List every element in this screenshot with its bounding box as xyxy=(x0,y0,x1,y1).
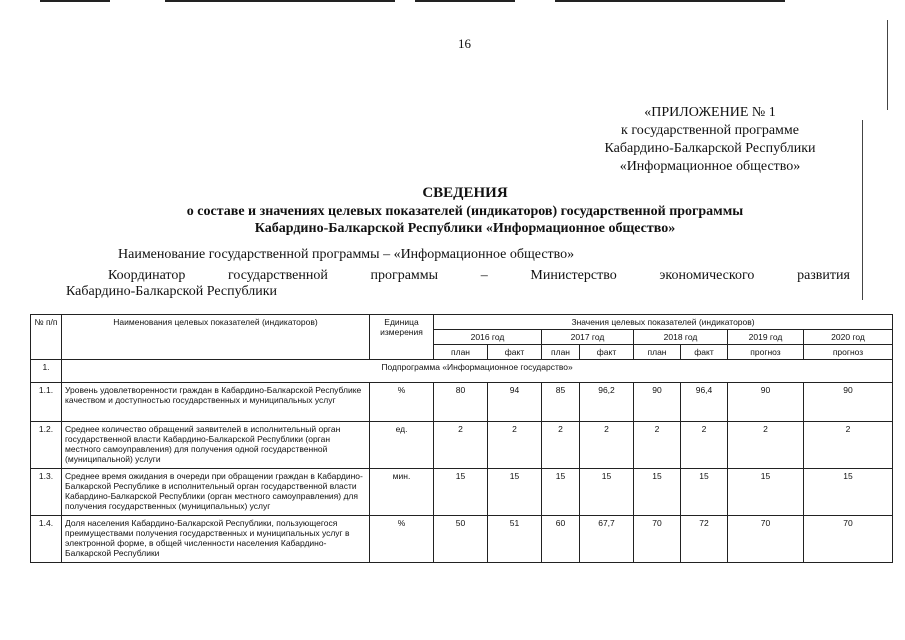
appendix-line: к государственной программе xyxy=(621,123,799,138)
row-value: 70 xyxy=(634,516,681,563)
header-plan: план xyxy=(542,345,580,360)
coordinator-word: государственной xyxy=(228,268,328,283)
coordinator-word: развития xyxy=(797,268,850,283)
header-year: 2020 год xyxy=(804,330,893,345)
row-name: Среднее количество обращений заявителей в исполнительный орган государственной власти Кабардино-Балкарской Республики (орган местного самоуправления) для получения одной государственной (муниципальной) услуги xyxy=(62,422,370,469)
header-fact: факт xyxy=(580,345,634,360)
row-value: 15 xyxy=(542,469,580,516)
header-forecast: прогноз xyxy=(804,345,893,360)
header-year: 2018 год xyxy=(634,330,728,345)
row-value: 80 xyxy=(434,383,488,422)
row-value: 85 xyxy=(542,383,580,422)
program-coordinator xyxy=(66,268,850,300)
table-row xyxy=(31,383,893,422)
appendix-line: «Информационное общество» xyxy=(619,159,801,174)
row-value: 60 xyxy=(542,516,580,563)
row-value: 96,2 xyxy=(580,383,634,422)
row-unit: мин. xyxy=(370,469,434,516)
row-value: 2 xyxy=(728,422,804,469)
row-num: 1.1. xyxy=(31,383,62,422)
row-num: 1.3. xyxy=(31,469,62,516)
section-num: 1. xyxy=(31,360,62,383)
row-value: 2 xyxy=(580,422,634,469)
header-values: Значения целевых показателей (индикаторов) xyxy=(434,315,893,330)
row-value: 51 xyxy=(488,516,542,563)
header-year: 2019 год xyxy=(728,330,804,345)
row-num: 1.2. xyxy=(31,422,62,469)
row-value: 50 xyxy=(434,516,488,563)
document-title-block xyxy=(150,183,780,237)
row-value: 15 xyxy=(580,469,634,516)
appendix-header xyxy=(585,104,835,176)
header-plan: план xyxy=(434,345,488,360)
row-value: 70 xyxy=(804,516,893,563)
row-value: 90 xyxy=(804,383,893,422)
row-value: 2 xyxy=(542,422,580,469)
coordinator-word: – xyxy=(480,268,488,283)
row-value: 15 xyxy=(488,469,542,516)
header-num: № п/п xyxy=(31,315,62,360)
row-unit: ед. xyxy=(370,422,434,469)
row-value: 2 xyxy=(681,422,728,469)
row-name: Среднее время ожидания в очереди при обращении граждан в Кабардино-Балкарской Республике в исполнительный орган государственной власти Кабардино-Балкарской Республики (орган местного самоуправления) для получения государственных (муниципальных) услуг xyxy=(62,469,370,516)
scan-edge-mark xyxy=(165,0,395,2)
row-value: 2 xyxy=(804,422,893,469)
header-name: Наименования целевых показателей (индикаторов) xyxy=(62,315,370,360)
document-title: СВЕДЕНИЯ xyxy=(422,185,508,201)
row-unit: % xyxy=(370,383,434,422)
table-row xyxy=(31,469,893,516)
row-value: 15 xyxy=(434,469,488,516)
table-header-row xyxy=(31,315,893,330)
row-value: 72 xyxy=(681,516,728,563)
program-name: Наименование государственной программы – «Информационное общество» xyxy=(118,247,575,262)
document-subtitle: Кабардино-Балкарской Республики «Информационное общество» xyxy=(254,221,676,236)
row-value: 90 xyxy=(634,383,681,422)
section-title: Подпрограмма «Информационное государство» xyxy=(62,360,893,383)
header-year: 2016 год xyxy=(434,330,542,345)
row-value: 94 xyxy=(488,383,542,422)
row-value: 70 xyxy=(728,516,804,563)
header-fact: факт xyxy=(488,345,542,360)
row-value: 2 xyxy=(488,422,542,469)
row-value: 67,7 xyxy=(580,516,634,563)
row-value: 15 xyxy=(728,469,804,516)
section-row xyxy=(31,360,893,383)
scan-edge-mark xyxy=(415,0,515,2)
header-year: 2017 год xyxy=(542,330,634,345)
table-row xyxy=(31,516,893,563)
header-forecast: прогноз xyxy=(728,345,804,360)
appendix-line: «ПРИЛОЖЕНИЕ № 1 xyxy=(644,105,776,120)
row-name: Доля населения Кабардино-Балкарской Республики, пользующегося преимуществами получения государственных и муниципальных услуг в электронной форме, в общей численности населения Кабардино-Балкарской Республики xyxy=(62,516,370,563)
coordinator-line: Кабардино-Балкарской Республики xyxy=(66,284,277,299)
row-value: 15 xyxy=(681,469,728,516)
coordinator-word: программы xyxy=(370,268,439,283)
document-subtitle: о составе и значениях целевых показателей (индикаторов) государственной программы xyxy=(186,204,744,219)
coordinator-word: экономического xyxy=(659,268,755,283)
page-number: 16 xyxy=(458,36,471,51)
coordinator-word: Министерство xyxy=(530,268,617,283)
row-value: 15 xyxy=(804,469,893,516)
coordinator-word: Координатор xyxy=(108,268,186,283)
row-value: 96,4 xyxy=(681,383,728,422)
row-value: 90 xyxy=(728,383,804,422)
scan-edge-mark xyxy=(862,120,863,300)
header-unit: Единица измерения xyxy=(370,315,434,360)
row-value: 15 xyxy=(634,469,681,516)
appendix-line: Кабардино-Балкарской Республики xyxy=(604,141,816,156)
header-plan: план xyxy=(634,345,681,360)
row-num: 1.4. xyxy=(31,516,62,563)
row-value: 2 xyxy=(434,422,488,469)
header-fact: факт xyxy=(681,345,728,360)
row-value: 2 xyxy=(634,422,681,469)
row-name: Уровень удовлетворенности граждан в Кабардино-Балкарской Республике качеством и доступностью государственных и муниципальных услуг xyxy=(62,383,370,422)
scan-edge-mark xyxy=(40,0,110,2)
scan-edge-mark xyxy=(555,0,785,2)
scan-edge-mark xyxy=(887,20,888,110)
row-unit: % xyxy=(370,516,434,563)
indicators-table xyxy=(30,314,893,563)
table-row xyxy=(31,422,893,469)
